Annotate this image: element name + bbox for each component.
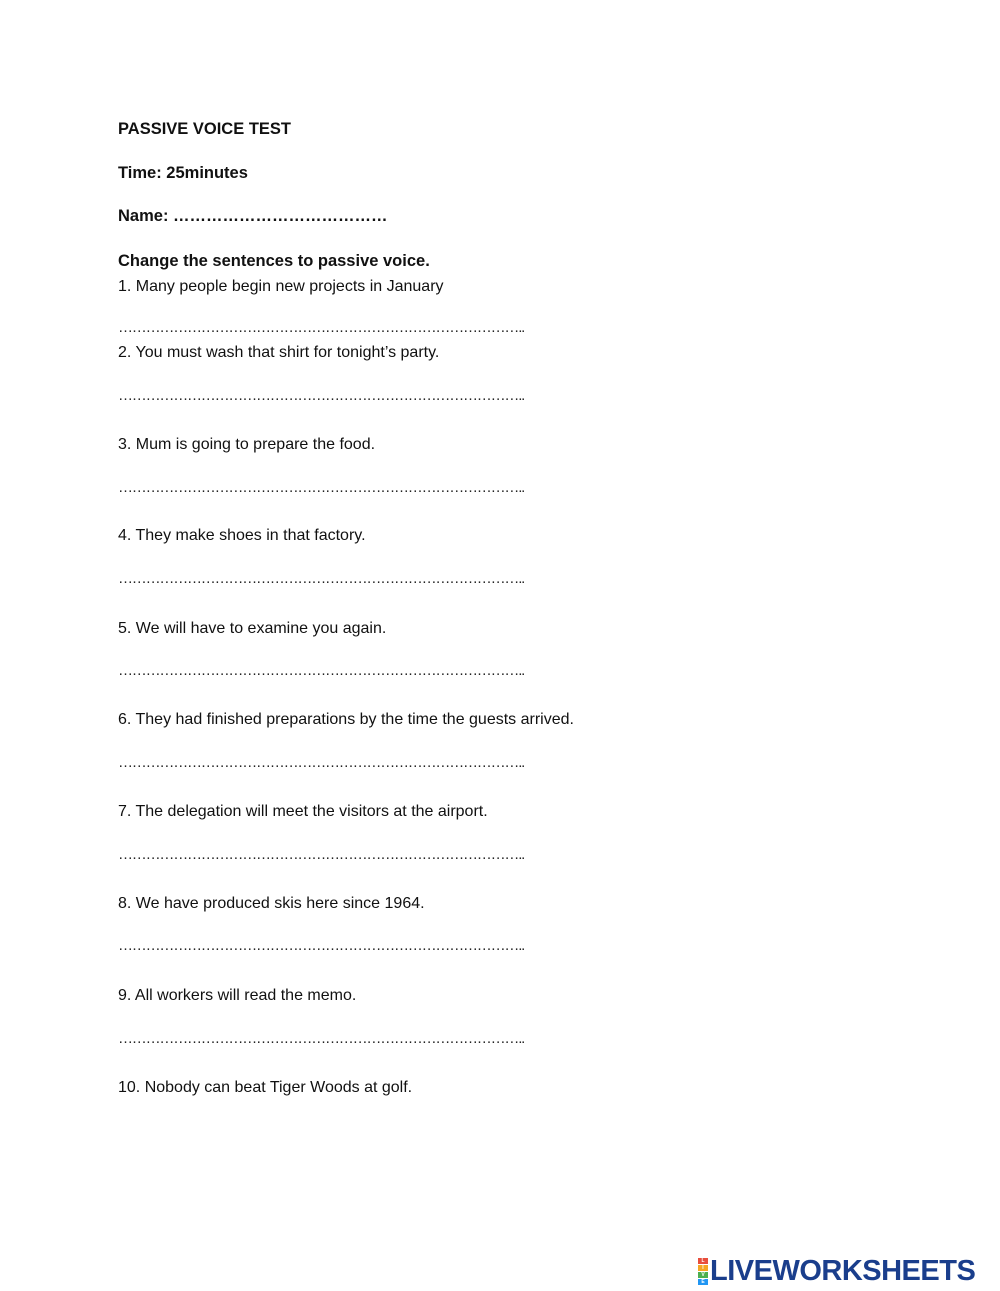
time-label: Time: 25minutes: [118, 164, 248, 182]
question-text: 8. We have produced skis here since 1964.: [118, 895, 425, 912]
answer-line[interactable]: ……………………………………………………………………………..: [118, 846, 525, 863]
name-field[interactable]: Name: …………………………………: [118, 207, 388, 225]
answer-line[interactable]: ……………………………………………………………………………..: [118, 662, 525, 679]
logo-block-v: V: [698, 1272, 708, 1278]
question-text: 1. Many people begin new projects in January: [118, 278, 444, 295]
answer-line[interactable]: ……………………………………………………………………………..: [118, 754, 525, 771]
question-text: 9. All workers will read the memo.: [118, 987, 357, 1004]
answer-line[interactable]: ……………………………………………………………………………..: [118, 937, 525, 954]
instruction-text: Change the sentences to passive voice.: [118, 252, 430, 270]
question-text: 4. They make shoes in that factory.: [118, 527, 366, 544]
question-text: 2. You must wash that shirt for tonight’s party.: [118, 344, 440, 361]
page-title: PASSIVE VOICE TEST: [118, 120, 291, 138]
question-text: 3. Mum is going to prepare the food.: [118, 436, 376, 453]
answer-line[interactable]: ……………………………………………………………………………..: [118, 479, 525, 496]
question-text: 6. They had finished preparations by the time the guests arrived.: [118, 711, 574, 728]
logo-block-l: L: [698, 1258, 708, 1264]
logo-blocks-icon: [698, 1258, 708, 1285]
answer-line[interactable]: ……………………………………………………………………………..: [118, 387, 525, 404]
question-text: 10. Nobody can beat Tiger Woods at golf.: [118, 1079, 413, 1096]
logo-block-i: I: [698, 1265, 708, 1271]
answer-line[interactable]: ……………………………………………………………………………..: [118, 319, 525, 336]
logo-text: LIVEWORKSHEETS: [710, 1255, 976, 1287]
question-text: 7. The delegation will meet the visitors at the airport.: [118, 803, 488, 820]
answer-line[interactable]: ……………………………………………………………………………..: [118, 1030, 525, 1047]
logo-block-e: E: [698, 1279, 708, 1285]
liveworksheets-logo: [698, 1255, 976, 1287]
question-text: 5. We will have to examine you again.: [118, 620, 387, 637]
answer-line[interactable]: ……………………………………………………………………………..: [118, 570, 525, 587]
